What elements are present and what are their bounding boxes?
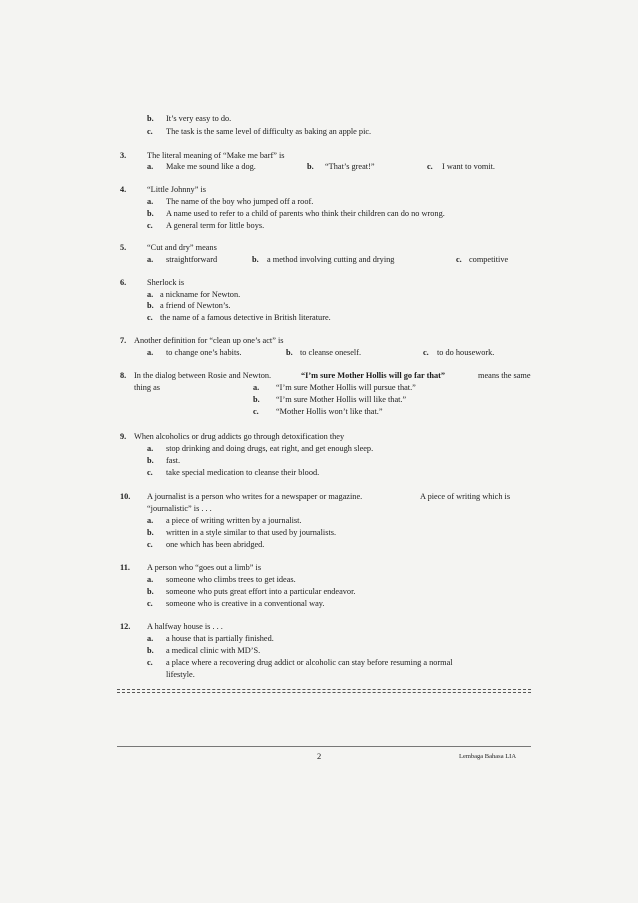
q10-option-a-text: a piece of writing written by a journalist. (166, 516, 302, 525)
q8-option-c-letter: c. (253, 407, 259, 416)
q6-number: 6. (120, 278, 127, 287)
q9-text: When alcoholics or drug addicts go through detoxification they (134, 432, 345, 441)
q6-option-c-letter: c. (147, 313, 153, 322)
q3-option-c-text: I want to vomit. (442, 162, 496, 171)
q8-text-1: In the dialog between Rosie and Newton. (134, 371, 272, 380)
q10-text-2: A piece of writing which is (420, 492, 511, 501)
q8-option-b-text: “I’m sure Mother Hollis will like that.” (276, 395, 407, 404)
q7-number: 7. (120, 336, 127, 345)
q2-option-b-text: It’s very easy to do. (166, 114, 232, 123)
q4-option-a-text: The name of the boy who jumped off a roof. (166, 197, 314, 206)
q8-option-c-text: “Mother Hollis won’t like that.” (276, 407, 383, 416)
q6-option-a-text: a nickname for Newton. (160, 290, 241, 299)
q3-option-a-letter: a. (147, 162, 154, 171)
q4-option-c-text: A general term for little boys. (166, 221, 265, 230)
q9-option-a-letter: a. (147, 444, 154, 453)
q9-option-b-letter: b. (147, 456, 154, 465)
q11-option-b-letter: b. (147, 587, 154, 596)
q11-option-c-text: someone who is creative in a conventional way. (166, 599, 325, 608)
q7-text: Another definition for “clean up one’s act” is (134, 336, 284, 345)
q12-text: A halfway house is . . . (147, 622, 223, 631)
q10-option-c-text: one which has been abridged. (166, 540, 265, 549)
q5-option-c-text: competitive (469, 255, 509, 264)
q4-option-c-letter: c. (147, 221, 153, 230)
q6-option-a-letter: a. (147, 290, 154, 299)
q3-option-b-text: “That’s great!” (325, 162, 375, 171)
q7-option-a-letter: a. (147, 348, 154, 357)
q9-option-c-letter: c. (147, 468, 153, 477)
q6-text: Sherlock is (147, 278, 185, 287)
q6-option-c-text: the name of a famous detective in British literature. (160, 313, 331, 322)
q4-text: “Little Johnny” is (147, 185, 206, 194)
q9-option-c-text: take special medication to cleanse their blood. (166, 468, 320, 477)
q12-option-b-text: a medical clinic with MD’S. (166, 646, 261, 655)
q5-option-c-letter: c. (456, 255, 462, 264)
q7-option-b-text: to cleanse oneself. (300, 348, 362, 357)
page-number: 2 (317, 751, 322, 761)
q7-option-c-letter: c. (423, 348, 429, 357)
q10-option-a-letter: a. (147, 516, 154, 525)
q8-option-b-letter: b. (253, 395, 260, 404)
q3-option-c-letter: c. (427, 162, 433, 171)
q3-option-a-text: Make me sound like a dog. (166, 162, 256, 171)
q4-option-b-text: A name used to refer to a child of parents who think their children can do no wrong. (166, 209, 445, 218)
q12-option-c-letter: c. (147, 658, 153, 667)
q5-option-a-letter: a. (147, 255, 154, 264)
q10-option-b-letter: b. (147, 528, 154, 537)
dashed-separator-top (117, 689, 531, 690)
q4-number: 4. (120, 185, 127, 194)
q7-option-a-text: to change one’s habits. (166, 348, 242, 357)
q6-option-b-text: a friend of Newton’s. (160, 301, 231, 310)
q6-option-b-letter: b. (147, 301, 154, 310)
q8-quote: “I’m sure Mother Hollis will go far that” (301, 371, 446, 380)
q12-option-b-letter: b. (147, 646, 154, 655)
q9-option-a-text: stop drinking and doing drugs, eat right, and get enough sleep. (166, 444, 374, 453)
q3-option-b-letter: b. (307, 162, 314, 171)
q4-option-b-letter: b. (147, 209, 154, 218)
q12-option-c-text-2: lifestyle. (166, 670, 195, 679)
q7-option-b-letter: b. (286, 348, 293, 357)
q5-number: 5. (120, 243, 127, 252)
q3-text: The literal meaning of “Make me barf” is (147, 151, 285, 160)
q12-number: 12. (120, 622, 131, 631)
q8-number: 8. (120, 371, 127, 380)
q2-option-c-letter: c. (147, 127, 153, 136)
q11-option-a-letter: a. (147, 575, 154, 584)
footer-rule (117, 746, 531, 747)
q10-number: 10. (120, 492, 131, 501)
q11-option-c-letter: c. (147, 599, 153, 608)
q2-option-c-text: The task is the same level of difficulty as baking an apple pic. (166, 127, 372, 136)
q11-option-b-text: someone who puts great effort into a particular endeavor. (166, 587, 356, 596)
q10-option-c-letter: c. (147, 540, 153, 549)
q8-text-3: thing as (134, 383, 161, 392)
q12-option-a-text: a house that is partially finished. (166, 634, 274, 643)
q9-option-b-text: fast. (166, 456, 181, 465)
q5-option-a-text: straightforward (166, 255, 218, 264)
dashed-separator-bottom (117, 692, 531, 693)
q11-option-a-text: someone who climbs trees to get ideas. (166, 575, 296, 584)
q12-option-a-letter: a. (147, 634, 154, 643)
q8-option-a-letter: a. (253, 383, 260, 392)
q11-text: A person who “goes out a limb” is (147, 563, 262, 572)
q8-option-a-text: “I’m sure Mother Hollis will pursue that.” (276, 383, 416, 392)
q11-number: 11. (120, 563, 130, 572)
q12-option-c-text-1: a place where a recovering drug addict or alcoholic can stay before resuming a normal (166, 658, 453, 667)
publisher-name: Lembaga Bahasa LIA (459, 753, 517, 760)
q3-number: 3. (120, 151, 127, 160)
q5-option-b-text: a method involving cutting and drying (267, 255, 395, 264)
q10-text-3: “journalistic” is . . . (147, 504, 212, 513)
q10-option-b-text: written in a style similar to that used by journalists. (166, 528, 337, 537)
q2-option-b-letter: b. (147, 114, 154, 123)
q7-option-c-text: to do housework. (437, 348, 495, 357)
q4-option-a-letter: a. (147, 197, 154, 206)
q10-text-1: A journalist is a person who writes for a newspaper or magazine. (147, 492, 363, 501)
q5-option-b-letter: b. (252, 255, 259, 264)
q5-text: “Cut and dry” means (147, 243, 217, 252)
q9-number: 9. (120, 432, 127, 441)
q8-text-2: means the same (478, 371, 531, 380)
